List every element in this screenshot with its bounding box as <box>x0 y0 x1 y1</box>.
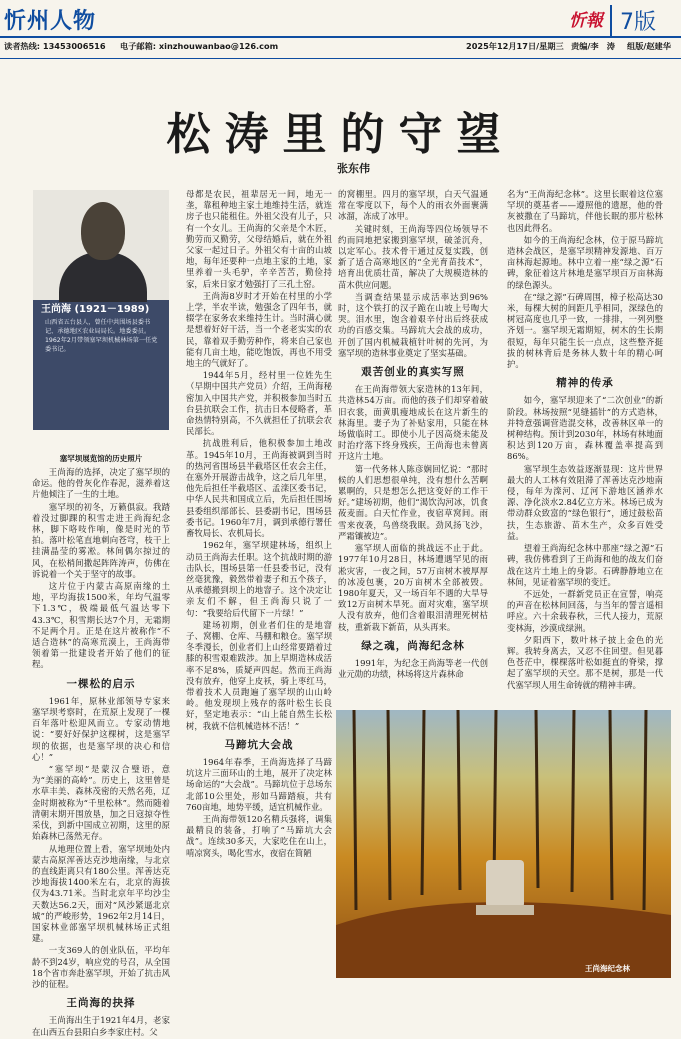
memorial-stone <box>486 860 524 908</box>
article-author: 张东伟 <box>337 162 370 175</box>
paragraph: 关键时刻，王尚海等四位场领导不约而同地把家搬到塞罕坝，破釜沉舟，以定军心。技术骨干通过反复实践，创新了适合高寒地区的“全光育苗技术”，培育出优质壮苗，解决了大规模造林的苗木供应问题。 <box>338 223 488 290</box>
article-column-1 <box>32 467 170 1039</box>
portrait-head <box>81 202 125 260</box>
paragraph: 在王尚海带领大家造林的13年间，共造林54万亩。而他的孩子们却穿着破旧衣裳，面黄肌瘦地成长在这片新生的林海里。妻子为了补贴家用，只能在林场做临时工。即使小儿子因高烧未能及时治疗落下终身残疾，王尚海也未曾离开这片土地。 <box>338 384 488 462</box>
paragraph: 1962年，塞罕坝建林场，组织上动员王尚海去任职。这个抗战时期的游击队长，围场县第一任县委书记，没有丝毫犹豫，毅然带着妻子和五个孩子，从承德搬到坝上的地窨子。这个决定让亲友们不解，但王尚海只说了一句：“我要给后代留下一片绿！” <box>186 540 332 618</box>
paragraph: 塞罕坝生态效益逐渐显现：这片世界最大的人工林有效阻滞了浑善达克沙地南侵，每年为滦河、辽河下游地区涵养水源、净化淡水2.84亿立方米。林场已成为带动群众致富的“绿色银行”，通过鼓松苗扶，生态旅游、苗木生产，众多百姓受益。 <box>507 463 663 541</box>
article-column-2 <box>186 189 332 860</box>
section-title: 忻州人物 <box>4 9 97 34</box>
paragraph: 一支369人的创业队伍，平均年龄不到24岁，响应党的号召，从全国18个省市奔赴塞罕坝，开始了抗击风沙的征程。 <box>32 945 170 989</box>
portrait-photo <box>33 190 169 430</box>
paragraph: 在“绿之源”石碑周围，樟子松高达30米，每棵大树的间距几乎相同，深绿色的树冠高度也几乎一致，一排排，一列列整齐划一。塞罕坝无霜期短，树木的生长期很短，每年只能生长一点点，这些整齐挺拔的树林背后是务林人数十年的精心呵护。 <box>507 291 663 370</box>
portrait-name: 王尚海 (1921－1989) <box>41 304 150 315</box>
masthead <box>0 0 681 40</box>
paragraph: 王尚海8岁时才开始在村里的小学上学，半农半读，勉强念了四年书，就辍学在家务农来维持生计。当时满心就是想着好好干活，当一个老老实实的农民，靠着双手勤劳种作，将来自己家也能有几亩土地，能吃饱饭，再也不用受地主的气就好了。 <box>186 290 332 369</box>
paragraph: 如今，塞罕坝迎来了“二次创业”的新阶段。林场按照“见缝插针”的方式造林，并特意强调营造混交林，改善林区单一的树种结构。预计到2030年，林场有林地面积达到120万亩，森林覆盖率提高到86%。 <box>507 395 663 462</box>
portrait-caption: 塞罕坝展览馆的历史照片 <box>59 454 143 463</box>
paragraph: 1944年5月，经村里一位姓先生（早期中国共产党员）介绍，王尚海秘密加入中国共产党，并积极参加当时五台县抗联会工作，抗击日本侵略者，革命热情特别高，不久就担任了抗联会农民部长。 <box>186 370 332 437</box>
memorial-forest-photo <box>336 710 671 978</box>
article-title: 松涛里的守望 <box>166 109 515 160</box>
paragraph: 王尚海的选择，决定了塞罕坝的命运。他的骨灰化作春泥，滋养着这片他倾注了一生的土地。 <box>32 467 170 500</box>
paragraph: 不远处，一群新党员正在宣誓，响亮的声音在松林间回荡，与当年的誓言遥相呼应。六十余载春秋，三代人接力，荒原变林海，沙漠成绿洲。 <box>507 588 663 633</box>
forest-illustration <box>336 710 671 978</box>
photo-caption: 王尚海纪念林 <box>585 964 630 973</box>
header-rule <box>0 36 681 38</box>
paragraph: 1964年春季，王尚海选择了马蹄坑这片三面环山的土地，展开了决定林场命运的“大会战”。马蹄坑位于总场东北部10公里处，形如马蹄踏痕，共有760亩地，地势平缓，适宜机械作业。 <box>186 756 332 812</box>
paragraph: 王尚海带领120名精兵强将，调集最精良的装备，打响了“马蹄坑大会战”。连续30多天，大家吃住在山上，啃凉窝头，喝化雪水，夜宿在简陋 <box>186 813 332 858</box>
paragraph: 抗战胜利后，他积极参加土地改革。1945年10月，王尚海被调到当时的热河省围场县半截塔区任农会主任，在塞外开展游击战争，这之后几年里，他先后担任半截塔区、孟滦区委书记，中华人民共和国成立后，先后担任围场县委组织部部长、县委副书记，围场县委书记。1960年7月，调到承德行署任畜牧局长、农机局长。 <box>186 438 332 539</box>
paragraph: 从地理位置上看，塞罕坝地处内蒙古高原浑善达克沙地南缘，与北京的直线距离只有180公里。浑善达克沙地海拔1400米左右，北京的海拔仅为43.71米。当时北京年平均沙尘天数达56.2天，面对“风沙紧逼北京城”的严峻形势，1962年2月14日，国家林业部塞罕坝机械林场正式组建。 <box>32 843 170 944</box>
paragraph: 这片位于内蒙古高原南缘的土地，平均海拔1500米，年均气温零下1.3℃，极端最低气温达零下43.3℃，积雪期长达7个月，无霜期不足两个月。正是在这片被称作“不适合造林”的高寒荒漠上，王尚海带领着第一批建设者开始了他们的征程。 <box>32 581 170 670</box>
editor-credit: 责编/李 涛 <box>571 41 615 51</box>
info-rule <box>0 58 681 59</box>
issue-date: 2025年12月17日/星期三 <box>466 41 564 51</box>
page-number: 7版 <box>610 5 680 36</box>
paragraph: 当调查结果显示成活率达到96%时，这个铁打的汉子跪在山坡上号啕大哭。泪水里，饱含着艰辛付出后终获成功的百感交集。马蹄坑大会战的成功，开创了国内机械栽植针叶树的先河，为塞罕坝的造林事业奠定了坚实基础。 <box>338 291 488 358</box>
layout-credit: 组版/赵建华 <box>627 41 671 51</box>
paragraph: 的窝棚里。四月的塞罕坝，白天气温通常在零度以下，每个人的雨衣外面裹满冰溜，冻成了冰甲。 <box>338 189 488 222</box>
subheading: 马蹄坑大会战 <box>224 738 294 751</box>
article-column-4 <box>507 189 663 692</box>
subheading: 艰苦创业的真实写照 <box>361 366 465 379</box>
paragraph: “塞罕坝”是蒙汉合璧语，意为“美丽的高岭”。历史上，这里曾是水草丰美、森林茂密的天然名苑，辽金时期被称为“千里松林”。然而随着清朝末期开围放垦，加之日寇掠夺性采伐，到新中国成立初期，这里的原始森林已荡然无存。 <box>32 764 170 842</box>
paragraph: 王尚海出生于1921年4月，老家在山西五台县阳白乡李家庄村。父 <box>32 1015 170 1037</box>
paragraph: 1961年，原林业部领导专家来塞罕坝考察时，在荒原上发现了一棵百年落叶松迎风而立。专家动情地说：“要好好保护这棵树，这是塞罕坝的依据，也是塞罕坝的决心和信心！” <box>32 695 170 762</box>
paragraph: 第一代务林人陈彦娴回忆说：“那时候的人们思想很单纯，没有想什么苦啊累啊的，只是想怎么把这变好的工作干好。”建场初期，他们“渴饮沟河冰，饥食莜麦面。白天忙作业，夜宿草窝间。雨雪来夜袭，鸟兽绕我眠。劲风扬飞沙，严霜镶被边”。 <box>338 463 488 541</box>
paragraph: 名为“王尚海纪念林”。这里长眠着这位塞罕坝的奠基者——遵照他的遗愿，他的骨灰被撒在了马蹄坑，伴他长眠的那片松林也因此得名。 <box>507 189 663 233</box>
info-bar <box>0 41 681 53</box>
subheading: 精神的传承 <box>556 377 614 390</box>
subheading: 一棵松的启示 <box>66 677 136 690</box>
paragraph: 建场初期，创业者们住的是地窨子、窝棚、仓库、马棚和粮仓。塞罕坝冬季漫长，创业者们上山经常要踏着过膝的积雪艰难跋涉。加上早期造林成活率不足8%，质疑声四起。然而王尚海没有放弃，他穿上皮袄，骑上枣红马，带着技术人员跑遍了塞罕坝的山山岭岭。他发现坝上残存的落叶松生长良好，坚定地表示：“山上能自然生长松树，我就不信机械造林不活！” <box>186 619 332 731</box>
paragraph: 夕阳西下，数叶林子披上金色的光辉。我转身离去，又忍不住回望。但见暮色苍茫中，棵棵落叶松如挺直的脊梁，撑起了塞罕坝的天空。那不是树，那是一代代塞罕坝人用生命铸就的精神丰碑。 <box>507 634 663 690</box>
paragraph: 塞罕坝人面临的挑战远不止于此。1977年10月28日，林场遭遇罕见的雨凇灾害，一夜之间，57万亩树木被厚厚的冰凌包裹，20万亩树木全部被毁。1980年夏天，又一场百年不遇的大旱导致12万亩树木旱死。面对灾难，塞罕坝人没有放弃，他们含着眼泪清理死树枯枝，重新栽下新苗，从头再来。 <box>338 543 488 632</box>
portrait-image <box>33 190 169 300</box>
subheading: 王尚海的抉择 <box>66 997 136 1010</box>
portrait-bio: 山西省五台县人，曾任中共围场县委书记、承德地区农业局局长。地委委员。1962年2月带领塞罕坝机械林场第一任党委书记。 <box>45 319 158 353</box>
paragraph: 如今的王尚海纪念林，位于原马蹄坑造林会战区，是塞罕坝精神发源地、百万亩林海起源地。林中立着一座“绿之源”石碑，象征着这片林地是塞罕坝百万亩林海的绿色源头。 <box>507 234 663 290</box>
paragraph: 望着王尚海纪念林中那座“绿之源”石碑，我仿佛看到了王尚海和他的战友们奋战在这片土地上的身影。石碑静静地立在林间，见证着塞罕坝的变迁。 <box>507 543 663 587</box>
contact-email: 电子邮箱: xinzhouwanbao@126.com <box>120 41 279 51</box>
paragraph: 塞罕坝的初冬，万籁俱寂。我踏着没过脚踝的积雪走进王尚海纪念林，脚下咯吱作响，像是时光的节拍。落叶松笔直地刺向苍穹，枝干上挂满晶莹的雾凇。林间偶尔掠过的风，在松梢间撒起阵阵涛声，仿佛在诉说着一个关于坚守的故事。 <box>32 501 170 579</box>
article-column-3 <box>338 189 488 681</box>
newspaper-logo: 忻報 <box>569 11 603 31</box>
paragraph: 母都是农民，祖辈居无一间，地无一垄，靠租种地主家土地维持生活，就连房子也只能租住。外祖父没有儿子，只有一个女儿。王尚海的父亲是个木匠，勤劳而又勤劳，父母结婚后，就在外祖父家一起过日子。外祖父有十亩的山坡地，每年还要种一点地主家的土地，家里养着一头毛驴，辛辛苦苦，勤俭持家，后来日家才勉强打了三孔土窑。 <box>186 189 332 289</box>
paragraph: 1991年，为纪念王尚海等老一代创业元勋的功绩，林场将这片森林命 <box>338 657 488 680</box>
reader-hotline: 读者热线: 13453006516 <box>4 41 106 51</box>
subheading: 绿之魂，尚海纪念林 <box>361 639 465 652</box>
